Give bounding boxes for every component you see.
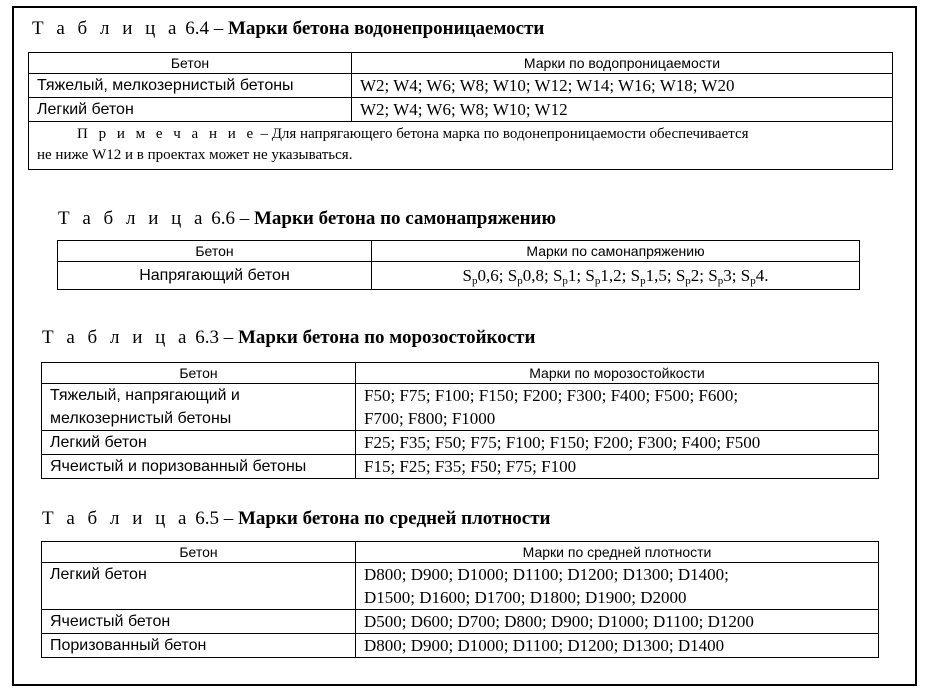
caption-number: 6.4 –: [185, 18, 224, 39]
concrete-cell: Ячеистый и поризованный бетоны: [42, 455, 356, 479]
caption-label: Т а б л и ц а: [42, 327, 191, 348]
table-6-4-caption: [32, 18, 544, 40]
caption-number: 6.5 –: [195, 508, 234, 529]
table-row: [42, 634, 879, 658]
table-row: [42, 610, 879, 634]
grade-item: $S_p1$;: [552, 266, 582, 287]
grades-cell: D800; D900; D1000; D1100; D1200; D1300; D1400; D1500; D1600; D1700; D1800; D1900; D2000: [356, 563, 879, 610]
concrete-cell: Напрягающий бетон: [58, 262, 372, 290]
table-row: [29, 98, 893, 122]
caption-title: Марки бетона водонепроницаемости: [227, 18, 545, 39]
grade-item: $S_p2$;: [675, 266, 705, 287]
concrete-cell: Тяжелый, мелкозернистый бетоны: [29, 74, 352, 98]
concrete-cell: Легкий бетон: [29, 98, 352, 122]
note-text-continued: не ниже W12 и в проектах может не указываться.: [37, 147, 353, 163]
grades-cell: F25; F35; F50; F75; F100; F150; F200; F300; F400; F500: [356, 431, 879, 455]
grades-cell: D800; D900; D1000; D1100; D1200; D1300; D1400: [356, 634, 879, 658]
note-label: П р и м е ч а н и е: [77, 126, 257, 142]
table-row: [58, 262, 860, 290]
grades-cell: W2; W4; W6; W8; W10; W12; W14; W16; W18; W20: [352, 74, 893, 98]
grade-item: $S_p0,8$;: [507, 266, 549, 287]
grade-item: $S_p0,6$;: [462, 266, 504, 287]
table-row: [29, 74, 893, 98]
grades-cell: F15; F25; F35; F50; F75; F100: [356, 455, 879, 479]
grades-cell: F50; F75; F100; F150; F200; F300; F400; F500; F600; F700; F800; F1000: [356, 384, 879, 431]
note-row: [29, 122, 893, 170]
note-text: – Для напрягающего бетона марка по водонепроницаемости обеспечивается: [256, 126, 749, 142]
table-row: [42, 563, 879, 610]
concrete-cell: Легкий бетон: [42, 563, 356, 610]
table-6-5: [41, 541, 879, 658]
caption-title: Марки бетона по самонапряжению: [253, 208, 556, 229]
table-row: [42, 455, 879, 479]
header-cell-concrete: Бетон: [42, 363, 356, 384]
caption-title: Марки бетона по морозостойкости: [237, 327, 536, 348]
grade-item: $S_p1,2$;: [585, 266, 627, 287]
caption-number: 6.3 –: [195, 327, 234, 348]
header-cell-concrete: Бетон: [58, 241, 372, 262]
header-cell-grades: Марки по самонапряжению: [372, 241, 860, 262]
concrete-cell: Ячеистый бетон: [42, 610, 356, 634]
caption-label: Т а б л и ц а: [42, 508, 191, 529]
table-row: [42, 431, 879, 455]
header-cell-grades: Марки по водопроницаемости: [352, 53, 893, 74]
grade-item: $S_p3$;: [708, 266, 737, 287]
table-6-3-caption: [42, 327, 535, 349]
caption-label: Т а б л и ц а: [58, 208, 207, 229]
caption-title: Марки бетона по средней плотности: [237, 508, 551, 529]
header-cell-grades: Марки по средней плотности: [356, 542, 879, 563]
grades-cell: [372, 262, 860, 290]
header-cell-concrete: Бетон: [42, 542, 356, 563]
table-6-5-caption: [42, 508, 551, 530]
concrete-cell: Легкий бетон: [42, 431, 356, 455]
grade-item: $S_p1,5$;: [630, 266, 672, 287]
grades-cell: W2; W4; W6; W8; W10; W12: [352, 98, 893, 122]
grade-item: $S_p4$.: [740, 266, 769, 287]
table-row: [42, 384, 879, 431]
header-cell-concrete: Бетон: [29, 53, 352, 74]
caption-label: Т а б л и ц а: [32, 18, 181, 39]
table-6-6: [57, 240, 860, 290]
note-cell: [29, 122, 893, 170]
table-6-6-caption: [58, 208, 556, 230]
header-cell-grades: Марки по морозостойкости: [356, 363, 879, 384]
table-6-4: [28, 52, 893, 170]
concrete-cell: Тяжелый, напрягающий и мелкозернистый бетоны: [42, 384, 356, 431]
grades-cell: D500; D600; D700; D800; D900; D1000; D1100; D1200: [356, 610, 879, 634]
concrete-cell: Поризованный бетон: [42, 634, 356, 658]
caption-number: 6.6 –: [211, 208, 250, 229]
table-6-3: [41, 362, 879, 479]
